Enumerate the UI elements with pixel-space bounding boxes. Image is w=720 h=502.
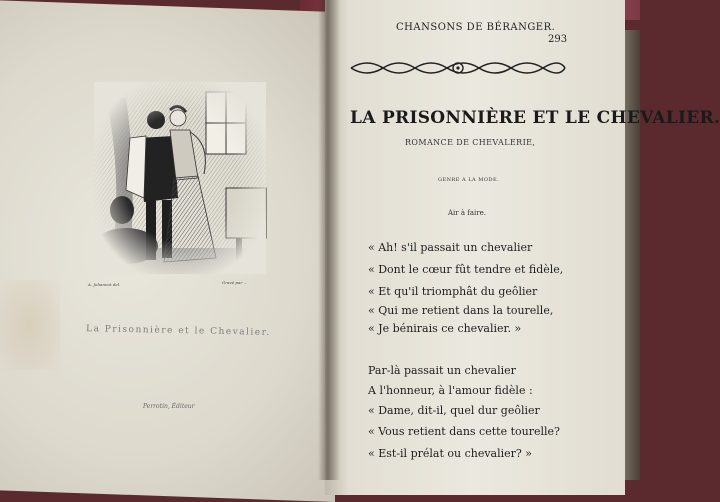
engraving-artist-signature: A. Johannot del. (88, 282, 121, 287)
song-title: LA PRISONNIÈRE ET LE CHEVALIER. (350, 108, 720, 128)
air-note: Air à faire. (448, 209, 486, 217)
engraving-illustration (86, 78, 274, 284)
verse-line: « Qui me retient dans la tourelle, (368, 304, 554, 317)
foxing-stain (0, 280, 60, 370)
verse-line: « Dont le cœur fût tendre et fidèle, (368, 263, 564, 276)
verse-line: « Ah! s'il passait un chevalier (368, 241, 533, 254)
plate-title: La Prisonnière et le Chevalier. (85, 324, 271, 338)
verse-line: Par-là passait un chevalier (368, 364, 516, 377)
running-header: CHANSONS DE BÉRANGER. (396, 22, 556, 33)
verse-line: « Dame, dit-il, quel dur geôlier (368, 404, 540, 417)
ornament-divider-icon (347, 54, 569, 82)
page-number: 293 (548, 34, 568, 45)
engraving-engraver-signature: Gravé par ... (222, 280, 248, 285)
verse-line: « Vous retient dans cette tourelle? (368, 425, 560, 438)
verse-line: « Est-il prélat ou chevalier? » (368, 447, 533, 460)
genre-note: GENRE A LA MODE. (438, 177, 500, 183)
song-subtitle: ROMANCE DE CHEVALERIE, (405, 138, 536, 147)
verse-line: « Je bénirais ce chevalier. » (368, 322, 522, 335)
book-gutter (318, 0, 340, 480)
verse-line: A l'honneur, à l'amour fidèle : (368, 384, 533, 397)
verse-line: « Et qu'il triomphât du geôlier (368, 285, 538, 298)
publisher-imprint: Perrotin, Éditeur (143, 403, 195, 410)
